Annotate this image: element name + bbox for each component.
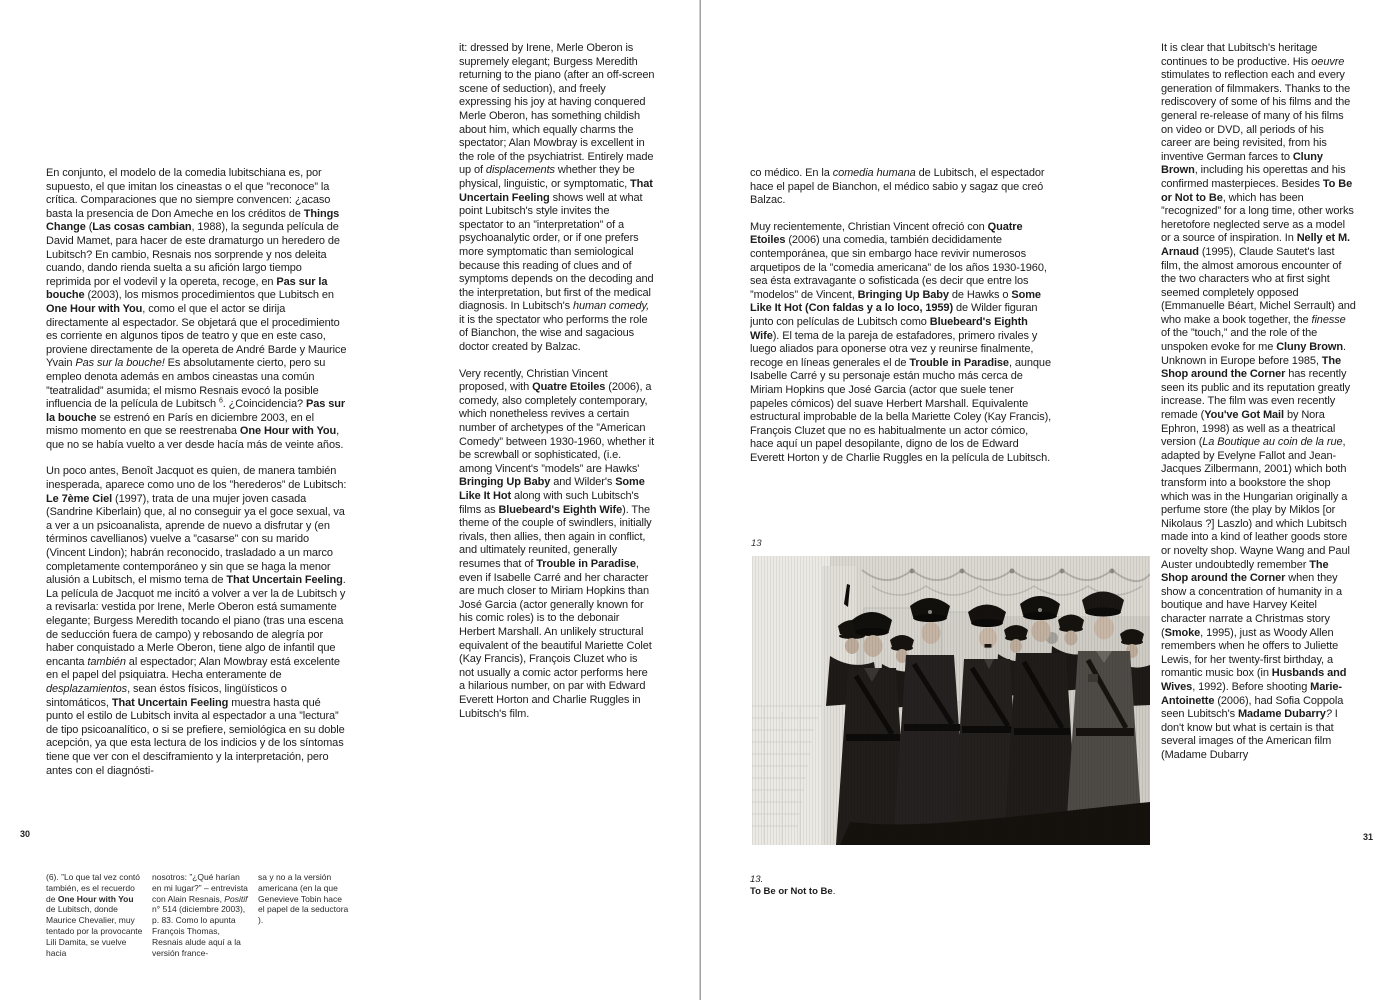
footnote-column-3: sa y no a la versión americana (en la que Genevieve Tobin hace el papel de la seductora ). — [258, 872, 349, 926]
paragraph: Un poco antes, Benoît Jacquot es quien, de manera también inesperada, aparece como uno de los ”herederos” de Lubitsch: Le 7ème Ciel (1997), trata de una mujer joven casada (Sandrine Kiberlain) que, al no conseguir ya el goce sexual, va a ver a un psicoanalista, aprende de nuevo a disfrutar y (en términos cavellianos) vuelve a ”casarse” con su marido (Vincent Lindon); habrán reconocido, trasladado a un marco completamente contemporáneo y sin que se haga la menor alusión a Lubitsch, el mismo tema de That Uncertain Feeling. La película de Jacquot me incitó a volver a ver la de Lubitsch y a revisarla: vestida por Irene, Merle Oberon está sumamente elegante; Burgess Meredith tocando el piano (tras una escena de seducción fuera de campo) y rebosando de alegría por haber conquistado a Merle Oberon, tiene algo de infantil que encanta también al espectador; Alan Mowbray está excelente en el papel del psiquiatra. Hecha enteramente de desplazamientos, sean éstos físicos, lingüísticos o sintomáticos, That Uncertain Feeling muestra hasta qué punto el estilo de Lubitsch invita al espectador a una ”lectura” de tipo psicoanalítico, o si se prefiere, semiológica en su doble acepción, ya que esta lectura de los indicios y de los síntomas tiene que ver con el desciframiento y la interpretación, pero antes con el diagnósti- — [46, 465, 347, 777]
paragraph: Very recently, Christian Vincent proposed, with Quatre Etoiles (2006), a comedy, also completely contemporary, which nonetheless revives a certain number of archetypes of the ”American Comedy” between 1930-1960, whether it be screwball or sophisticated, (i.e. among Vincent's ”models” are Hawks' Bringing Up Baby and Wilder's Some Like It Hot along with such Lubitsch's films as Bluebeard's Eighth Wife). The theme of the couple of swindlers, initially rivals, then allies, then again in conflict, and ultimately reunited, generally resumes that of Trouble in Paradise, even if Isabelle Carré and her character are much closer to Miriam Hopkins than José Garcia (actor generally known for his comic roles) is to the debonair Herbert Marshall. An unlikely structural equivalent of the beautiful Mariette Colet (Kay Francis), François Cluzet who is not usually a comic actor performs here a hilarious number, on par with Edward Everett Horton and Charlie Ruggles in Lubitsch's film. — [459, 367, 655, 720]
paragraph: Muy recientemente, Christian Vincent ofreció con Quatre Etoiles (2006) una comedia, también decididamente contemporánea, que sin embargo hace revivir numerosos arquetipos de la ”comedia americana” de los años 1930-1960, sea ésta extravagante o sofisticada (es decir que entre los ”modelos” de Vincent, Bringing Up Baby de Hawks o Some Like It Hot (Con faldas y a lo loco, 1959) de Wilder figuran junto con películas de Lubitsch como Bluebeard's Eighth Wife). El tema de la pareja de estafadores, primero rivales y luego aliados para oponerse otra vez y reunirse finalmente, recoge en líneas generales el de Trouble in Paradise, aunque Isabelle Carré y su personaje están mucho más cerca de Miriam Hopkins que José Garcia (actor que suele tener papeles cómicos) del suave Herbert Marshall. Equivalente estructural improbable de la bella Mariette Coley (Kay Francis), François Cluzet que no es habitualmente un actor cómico, hace aquí un papel desopilante, digno de los de Edward Everett Horton y de Charlie Ruggles en la película de Lubitsch. — [750, 220, 1052, 464]
figure-number: 13 — [751, 538, 762, 549]
page-number-left: 30 — [20, 829, 31, 839]
paragraph: co médico. En la comedia humana de Lubitsch, el espectador hace el papel de Bianchon, el médico sabio y sagaz que creó Balzac. — [750, 167, 1045, 207]
page-gutter-divider — [699, 0, 701, 1000]
footnote-column-2: nosotros: ”¿Qué harían en mi lugar?” – entrevista con Alain Resnais, Positif n° 514 (diciembre 2003), p. 83. Como lo apunta François Thomas, Resnais alude aquí a la versión france- — [152, 872, 248, 958]
figure-caption — [750, 874, 950, 898]
paragraph: it: dressed by Irene, Merle Oberon is supremely elegant; Burgess Meredith returning to the piano (after an off-screen scene of seduction), and freely expressing his joy at having conquered Merle Oberon, has something childish about him, which equally charms the spectator; Alan Mowbray is excellent in the role of the psychiatrist. Entirely made up of displacements whether they be physical, linguistic, or symptomatic, That Uncertain Feeling shows well at what point Lubitsch's style invites the spectator to an ”interpretation” of a psychoanalytic order, or if one prefers more symptomatic than semiological because this reading of clues and of symptoms depends on the decoding and the interpretation, but first of the medical diagnosis. In Lubitsch's human comedy, it is the spectator who performs the role of Bianchon, the wise and sagacious doctor created by Balzac. — [459, 42, 655, 354]
toothbrush-mustache — [985, 644, 992, 648]
film-still-to-be-or-not-to-be — [752, 556, 1150, 845]
right-spanish-column — [750, 167, 1052, 539]
footnote-column-1: (6). ”Lo que tal vez contó también, es el recuerdo de One Hour with You de Lubitsch, donde Maurice Chevalier, muy tentado por la provocante Lili Damita, se vuelve hacia — [46, 872, 143, 958]
page-number-right: 31 — [1363, 832, 1374, 842]
paragraph: En conjunto, el modelo de la comedia lubitschiana es, por supuesto, el que imitan los cineastas o el que ”reconoce” la crítica. Comparaciones que no siempre convencen: ¿acaso basta la presencia de Don Ameche en los créditos de Things Change (Las cosas cambian, 1988), la segunda película de David Mamet, para hacer de este dramaturgo un heredero de Lubitsch? En cambio, Resnais nos sorprende y nos deleita cuando, dando rienda suelta a su afición largo tiempo reprimida por el vodevil y la opereta, recoge, en Pas sur la bouche (2003), los mismos procedimientos que Lubitsch en One Hour with You, como el que el actor se dirija directamente al espectador. Se objetará que el procedimiento es corriente en algunos tipos de teatro y que en este caso, proviene directamente de la opereta de André Barde y Maurice Yvain Pas sur la bouche! Es absolutamente cierto, pero su empleo denota además en ambos cineastas una común ”teatralidad” asumida; el mismo Resnais evocó la posible influencia de la película de Lubitsch $^6$. ¿Coincidencia? Pas sur la bouche se estrenó en París en diciembre 2003, en el mismo momento en que se reestrenaba One Hour with You, que no se había vuelto a ver desde hacía más de veinte años. — [46, 167, 347, 451]
right-english-column — [1161, 42, 1357, 850]
figure-caption-number: 13. — [750, 874, 764, 885]
left-spanish-column — [46, 167, 348, 845]
film-still-illustration — [752, 556, 1150, 845]
figure-caption-title: To Be or Not to Be. — [750, 886, 836, 897]
left-english-column — [459, 42, 655, 842]
paragraph: It is clear that Lubitsch's heritage continues to be productive. His oeuvre stimulates to reflection each and every generation of filmmakers. Thanks to the rediscovery of some of his films and the general re-release of many of his films on video or DVD, all periods of his career are being revisited, from his inventive German farces to Cluny Brown, including his operettas and his confirmed masterpieces. Besides To Be or Not to Be, which has been ”recognized” for a long time, other works heretofore neglected serve as a model or a source of inspiration. In Nelly et M. Arnaud (1995), Claude Sautet's last film, the almost amorous encounter of the two characters who at first sight seemed completely opposed (Emmanuelle Béart, Michel Serrault) and who make a book together, the finesse of the ”touch,” and the role of the unspoken evoke for me Cluny Brown. Unknown in Europe before 1985, The Shop around the Corner has recently seen its public and its reputation greatly increase. The film was even recently remade (You've Got Mail by Nora Ephron, 1998) as well as a theatrical version (La Boutique au coin de la rue, adapted by Evelyne Fallot and Jean-Jacques Zilbermann, 2001) which both transform into a bookstore the shop which was in the Hungarian originally a perfume store (the play by Miklos [or Nikolaus ?] Laszlo) and which Lubitsch made into a kind of leather goods store or novelty shop. Wayne Wang and Paul Auster undoubtedly remember The Shop around the Corner when they show a concentration of humanity in a boutique and have Harvey Keitel character narrate a Christmas story (Smoke, 1995), just as Woody Allen remembers when he offers to Juliette Lewis, for her twenty-first birthday, a romantic music box (in Husbands and Wives, 1992). Before shooting Marie-Antoinette (2006), had Sofia Coppola seen Lubitsch's Madame Dubarry? I don't know but what is certain is that several images of the American film (Madame Dubarry — [1161, 42, 1356, 761]
front-row-officers — [836, 592, 1143, 846]
